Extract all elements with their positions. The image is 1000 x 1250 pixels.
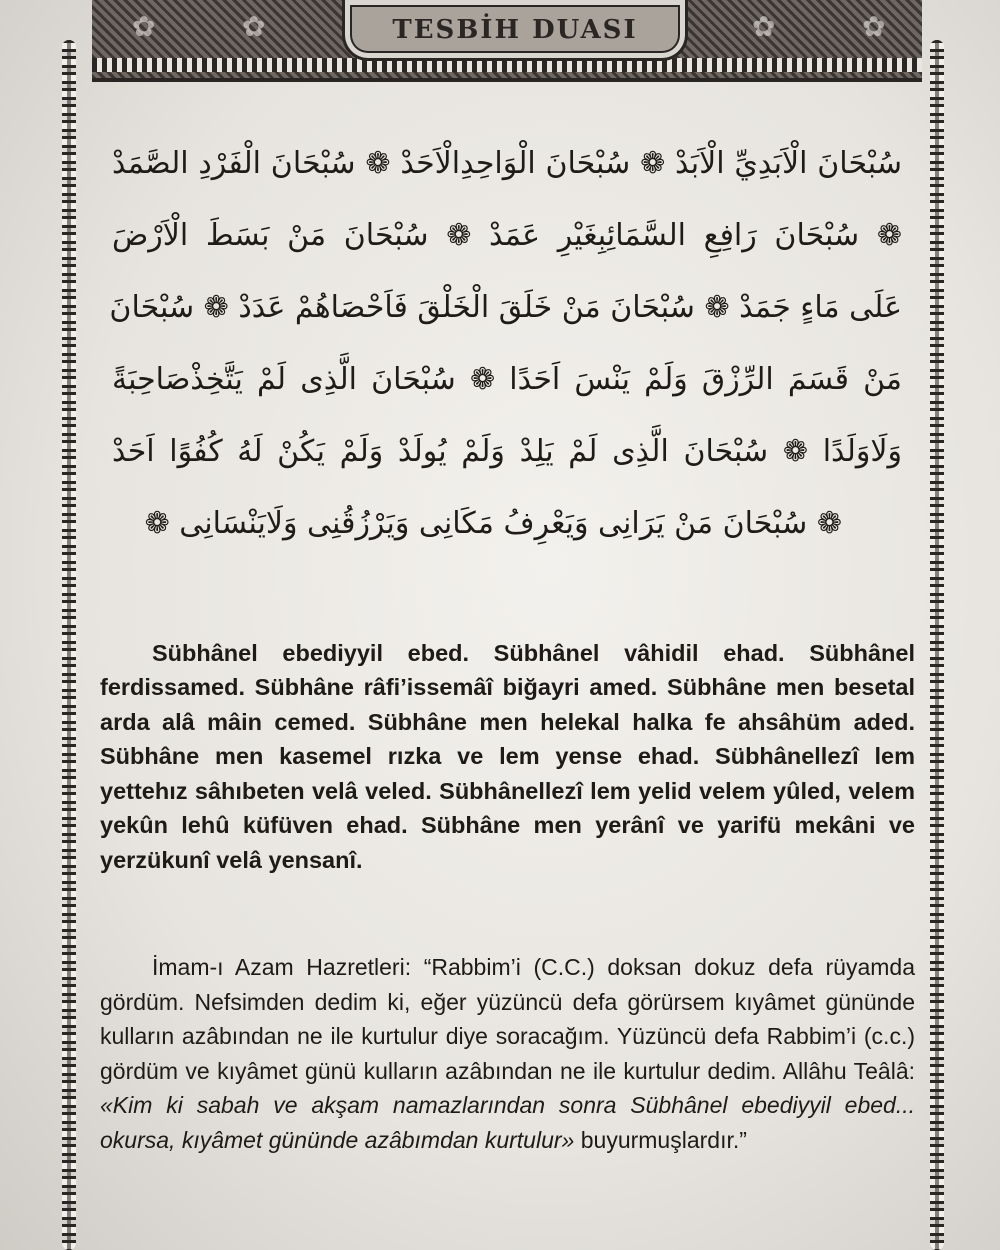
arabic-line: ❁ سُبْحَانَ رَافِعِ السَّمَائِبِغَيْرِ عَمَدْ ❁ سُبْحَانَ مَنْ بَسَطَ الْاَرْضَ (112, 218, 902, 253)
transliteration-paragraph: Sübhânel ebediyyil ebed. Sübhânel vâhidil ehad. Sübhânel ferdissamed. Sübhâne râfi’issemâî biğayri amed. Sübhâne men besetal arda alâ mâin cemed. Sübhâne men helekal halka fe ahsâhüm aded. Sübhâne men kasemel rızka ve lem yense ehad. Sübhânellezî lem yettehız sâhıbeten velâ veled. Sübhânellezî lem yelid velem yûled, velem yekûn lehû küfüven ehad. Sübhâne men yerânî ve yarifü mekâni ve yerzükunî velâ yensanî. (100, 639, 915, 873)
arabic-line: مَنْ قَسَمَ الرِّزْقَ وَلَمْ يَنْسَ اَحَدًا ❁ سُبْحَانَ الَّذِى لَمْ يَتَّخِذْصَاحِبَةً (112, 362, 902, 397)
right-chain-border (930, 40, 944, 1250)
ornamental-header (92, 0, 922, 82)
floral-ornament-icon: ✿ (752, 11, 776, 42)
arabic-line: ❁ سُبْحَانَ مَنْ يَرَانِى وَيَعْرِفُ مَكَانِى وَيَرْزُقُنِى وَلَايَنْسَانِى ❁ (144, 506, 842, 541)
narrative-intro: İmam-ı Azam Hazretleri: “Rabbim’i (C.C.) doksan dokuz defa rüyamda gördüm. Nefsimden dedim ki, eğer yüzüncü defa görürsem kıyâmet gününde kulların azâbından ne ile kurtulur diye soracağım. Yüzüncü defa Rabbim’i (c.c.) gördüm ve kıyâmet günü kulların azâbından ne ile kurtulur dedim. Allâhu Teâlâ: (100, 954, 915, 1084)
narrative-outro: buyurmuşlardır.” (574, 1126, 747, 1153)
arabic-prayer-text (109, 128, 902, 560)
floral-ornament-icon: ✿ (242, 11, 266, 42)
floral-ornament-icon: ✿ (132, 11, 156, 42)
left-chain-border (62, 40, 76, 1250)
page-title: TESBİH DUASI (392, 15, 638, 45)
title-plaque (342, 0, 688, 61)
narrative-quote: «Kim ki sabah ve akşam namazlarından sonra Sübhânel ebediyyil ebed... okursa, kıyâmet gününde azâbımdan kurtulur» (100, 1092, 915, 1153)
arabic-line: وَلَاوَلَدًا ❁ سُبْحَانَ الَّذِى لَمْ يَلِدْ وَلَمْ يُولَدْ وَلَمْ يَكُنْ لَهُ كُفُوًا اَحَدْ (112, 434, 902, 469)
arabic-line: سُبْحَانَ الْاَبَدِيِّ الْاَبَدْ ❁ سُبْحَانَ الْوَاحِدِالْاَحَدْ ❁ سُبْحَانَ الْفَرْدِ الصَّمَدْ (112, 146, 902, 181)
narrative-paragraph (100, 950, 915, 1158)
floral-ornament-icon: ✿ (862, 11, 886, 42)
arabic-line: عَلَى مَاءٍ جَمَدْ ❁ سُبْحَانَ مَنْ خَلَقَ الْخَلْقَ فَاَحْصَاهُمْ عَدَدْ ❁ سُبْحَانَ (109, 290, 902, 325)
